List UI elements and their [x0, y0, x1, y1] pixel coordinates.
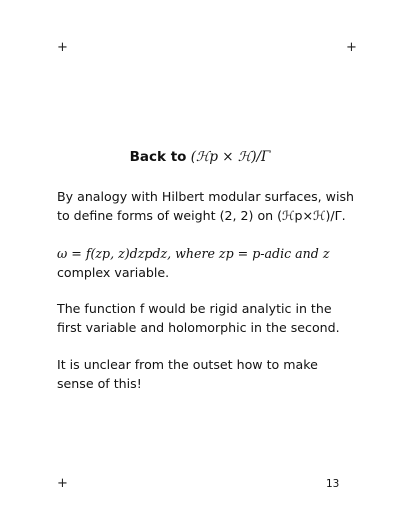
paragraph-unclear	[57, 355, 359, 393]
paragraph-line: By analogy with Hilbert modular surfaces, wish	[57, 189, 355, 204]
paragraph-differential-form	[57, 244, 359, 282]
paragraph-line: to define forms of weight (2, 2) on (ℋp×ℋ)/Γ.	[57, 208, 346, 223]
paragraph-hilbert-analogy	[57, 187, 359, 225]
paragraph-line: The function f would be rigid analytic in the	[57, 301, 332, 316]
slide-title-text: Back to	[129, 149, 187, 165]
slide-title	[0, 148, 400, 166]
slide-title-math: (ℋp × ℋ)/Γ	[190, 149, 271, 165]
paragraph-line: complex variable.	[57, 265, 170, 280]
paragraph-rigid-analytic	[57, 299, 359, 337]
corner-mark-top-right: +	[346, 40, 357, 55]
page-number: 13	[326, 478, 340, 490]
paragraph-line: sense of this!	[57, 376, 142, 391]
formula-line: ω = f(zp, z)dzpdz, where zp = p-adic and z	[57, 246, 330, 261]
paragraph-line: It is unclear from the outset how to make	[57, 357, 318, 372]
corner-mark-top-left: +	[57, 40, 68, 55]
paragraph-line: first variable and holomorphic in the second.	[57, 320, 340, 335]
corner-mark-bottom-left: +	[57, 476, 68, 491]
